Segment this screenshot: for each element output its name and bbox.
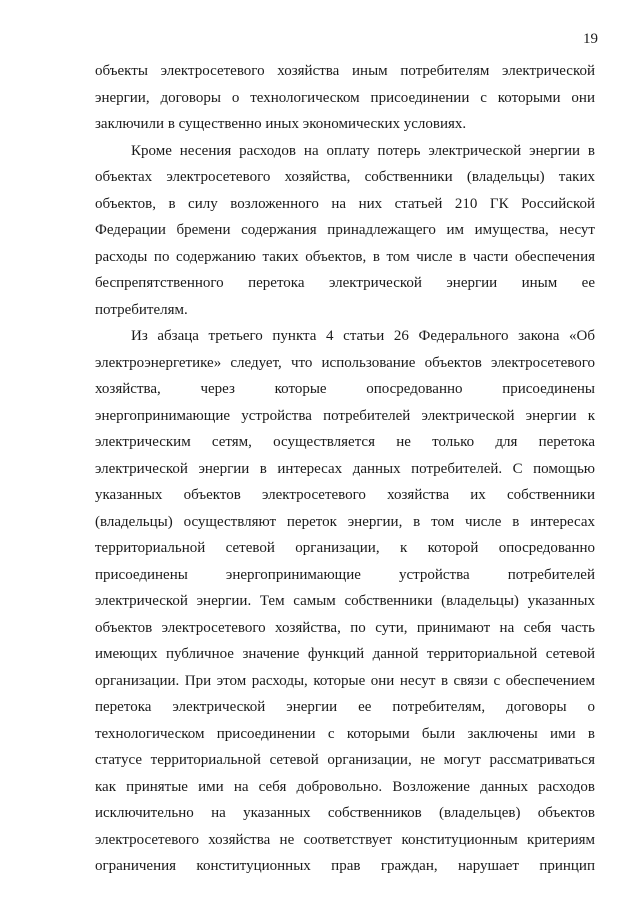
text-line: объектах электросетевого хозяйства, собственники (владельцы) таких — [95, 169, 595, 185]
text-line: присоединены энергопринимающие устройства потребителей — [95, 566, 595, 583]
paragraph-1 — [95, 58, 595, 138]
text-line: (владельцы) осуществляют переток энергии, в том числе в интересах — [95, 513, 595, 530]
text-line: имеющих публичное значение функций данной территориальной сетевой — [95, 646, 595, 662]
text-line: объектов, в силу возложенного на них статьей 210 ГК Российской — [95, 195, 595, 212]
text-line: беспрепятственного перетока электрической энергии иным ее — [95, 275, 595, 291]
text-line: территориальной сетевой организации, к которой опосредованно — [95, 540, 595, 556]
text-line: объектов электросетевого хозяйства, по сути, принимают на себя часть — [95, 619, 595, 636]
text-line: организации. При этом расходы, которые они несут в связи с обеспечением — [95, 672, 595, 689]
text-line: перетока электрической энергии ее потребителям, договоры о — [95, 699, 595, 715]
text-line: ограничения конституционных прав граждан, нарушает принцип — [95, 858, 595, 874]
page-number: 19 — [583, 31, 598, 47]
text-line: энергии, договоры о технологическом присоединении с которыми они — [95, 89, 595, 106]
text-line: энергопринимающие устройства потребителей электрической энергии к — [95, 407, 595, 424]
text-line: статусе территориальной сетевой организации, не могут рассматриваться — [95, 752, 595, 768]
text-line: электрической энергии. Тем самым собственники (владельцы) указанных — [95, 593, 595, 609]
text-line: технологическом присоединении с которыми были заключены ими в — [95, 725, 595, 742]
text-line: как принятые ими на себя добровольно. Возложение данных расходов — [95, 778, 595, 795]
text-line: Из абзаца третьего пункта 4 статьи 26 Федерального закона «Об — [131, 328, 595, 344]
text-line: заключили в существенно иных экономических условиях. — [95, 116, 467, 132]
text-line: Федерации бремени содержания принадлежащего им имущества, несут — [95, 222, 595, 238]
text-line: расходы по содержанию таких объектов, в том числе в части обеспечения — [95, 248, 595, 265]
text-line: потребителям. — [95, 301, 188, 318]
paragraph-2 — [95, 138, 595, 324]
text-line: электроэнергетике» следует, что использование объектов электросетевого — [95, 354, 595, 371]
text-line: исключительно на указанных собственников (владельцев) объектов — [95, 805, 595, 821]
text-line: хозяйства, через которые опосредованно присоединены — [95, 381, 595, 397]
paragraph-3 — [95, 323, 595, 880]
text-line: объекты электросетевого хозяйства иным потребителям электрической — [95, 63, 595, 79]
text-line: электрической энергии в интересах данных потребителей. С помощью — [95, 460, 595, 477]
text-line: указанных объектов электросетевого хозяйства их собственники — [95, 487, 595, 503]
text-line: электрическим сетям, осуществляется не только для перетока — [95, 434, 595, 450]
text-line: электросетевого хозяйства не соответствует конституционным критериям — [95, 831, 595, 848]
text-line: Кроме несения расходов на оплату потерь электрической энергии в — [131, 142, 595, 159]
